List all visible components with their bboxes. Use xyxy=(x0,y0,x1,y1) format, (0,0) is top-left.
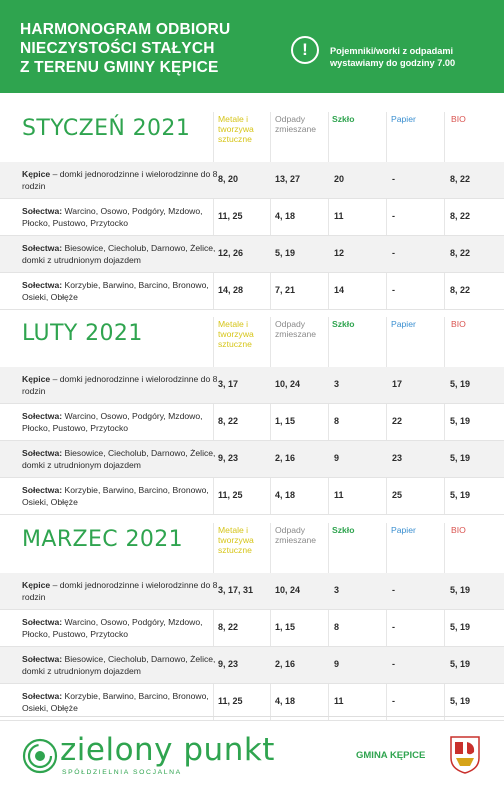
cell-papier: - xyxy=(392,248,395,258)
cell-odpady: 1, 15 xyxy=(275,416,296,426)
cell-bio: 5, 19 xyxy=(450,696,471,706)
month-title: MARZEC 2021 xyxy=(22,527,184,552)
row-separator xyxy=(0,309,504,310)
cell-papier: - xyxy=(392,285,395,295)
brand-subtitle: SPÓŁDZIELNIA SOCJALNA xyxy=(62,769,182,776)
column-header-bio: BIO xyxy=(451,319,466,329)
table-row xyxy=(0,478,504,514)
location-label xyxy=(22,373,222,397)
cell-bio: 5, 19 xyxy=(450,416,471,426)
cell-odpady: 7, 21 xyxy=(275,285,296,295)
cell-odpady: 5, 19 xyxy=(275,248,296,258)
cell-metale: 8, 22 xyxy=(218,416,239,426)
cell-odpady: 10, 24 xyxy=(275,379,301,389)
cell-odpady: 4, 18 xyxy=(275,211,296,221)
cell-bio: 5, 19 xyxy=(450,379,471,389)
month-section xyxy=(0,527,504,721)
cell-bio: 5, 19 xyxy=(450,453,471,463)
location-prefix: Sołectwa: xyxy=(22,243,63,253)
cell-szklo: 11 xyxy=(334,211,344,221)
cell-szklo: 8 xyxy=(334,416,340,426)
location-label xyxy=(22,579,222,603)
cell-bio: 5, 19 xyxy=(450,622,471,632)
table-row xyxy=(0,162,504,198)
location-prefix: Sołectwa: xyxy=(22,691,63,701)
location-label xyxy=(22,616,222,640)
cell-szklo: 11 xyxy=(334,490,344,500)
cell-szklo: 11 xyxy=(334,696,344,706)
cell-papier: - xyxy=(392,174,395,184)
location-prefix: Sołectwa: xyxy=(22,654,63,664)
column-header-papier: Papier xyxy=(391,525,416,535)
column-header-metale: Metale i tworzywa sztuczne xyxy=(218,525,254,555)
table-row xyxy=(0,610,504,646)
cell-papier: - xyxy=(392,696,395,706)
table-row xyxy=(0,647,504,683)
cell-szklo: 20 xyxy=(334,174,345,184)
column-header-metale: Metale i tworzywa sztuczne xyxy=(218,114,254,144)
location-names: Korzybie, Barwino, Barcino, Bronowo, Osieki, Obłęże xyxy=(22,485,209,507)
location-names: Warcino, Osowo, Podgóry, Mzdowo, Płocko, Pustowo, Przytocko xyxy=(22,617,203,639)
cell-metale: 3, 17, 31 xyxy=(218,585,254,595)
cell-odpady: 4, 18 xyxy=(275,490,296,500)
location-label xyxy=(22,653,222,677)
column-header-szklo: Szkło xyxy=(332,525,355,535)
cell-bio: 8, 22 xyxy=(450,285,471,295)
month-title: LUTY 2021 xyxy=(22,321,143,346)
cell-papier: 25 xyxy=(392,490,403,500)
table-row xyxy=(0,684,504,720)
location-prefix: Kępice xyxy=(22,580,51,590)
column-header-odpady: Odpady zmieszane xyxy=(275,114,317,134)
zielony-punkt-logo-icon xyxy=(22,738,58,774)
column-header-metale: Metale i tworzywa sztuczne xyxy=(218,319,254,349)
cell-szklo: 12 xyxy=(334,248,345,258)
location-names: Biesowice, Ciecholub, Darnowo, Żelice, domki z utrudnionym dojazdem xyxy=(22,243,216,265)
column-header-odpady: Odpady zmieszane xyxy=(275,319,317,339)
location-names: – domki jednorodzinne i wielorodzinne do 8 rodzin xyxy=(22,169,218,191)
cell-bio: 8, 22 xyxy=(450,174,471,184)
cell-bio: 5, 19 xyxy=(450,490,471,500)
cell-metale: 9, 23 xyxy=(218,453,239,463)
cell-metale: 12, 26 xyxy=(218,248,244,258)
cell-odpady: 13, 27 xyxy=(275,174,301,184)
cell-papier: 17 xyxy=(392,379,403,389)
cell-odpady: 4, 18 xyxy=(275,696,296,706)
cell-metale: 3, 17 xyxy=(218,379,239,389)
cell-odpady: 10, 24 xyxy=(275,585,301,595)
month-section xyxy=(0,321,504,515)
cell-szklo: 9 xyxy=(334,453,340,463)
column-header-szklo: Szkło xyxy=(332,114,355,124)
table-row xyxy=(0,573,504,609)
cell-metale: 9, 23 xyxy=(218,659,239,669)
cell-metale: 8, 22 xyxy=(218,622,239,632)
column-header-papier: Papier xyxy=(391,114,416,124)
location-names: Warcino, Osowo, Podgóry, Mzdowo, Płocko, Pustowo, Przytocko xyxy=(22,206,203,228)
location-label xyxy=(22,279,222,303)
column-header-odpady: Odpady zmieszane xyxy=(275,525,317,545)
title-line-1: HARMONOGRAM ODBIORU xyxy=(20,21,231,38)
location-prefix: Sołectwa: xyxy=(22,206,63,216)
cell-odpady: 2, 16 xyxy=(275,659,296,669)
column-header-bio: BIO xyxy=(451,525,466,535)
column-header-bio: BIO xyxy=(451,114,466,124)
location-names: – domki jednorodzinne i wielorodzinne do 8 rodzin xyxy=(22,580,218,602)
column-header-papier: Papier xyxy=(391,319,416,329)
gmina-crest-icon xyxy=(450,736,480,774)
cell-papier: - xyxy=(392,622,395,632)
cell-papier: - xyxy=(392,585,395,595)
cell-papier: 23 xyxy=(392,453,403,463)
location-names: Korzybie, Barwino, Barcino, Bronowo, Osieki, Obłęże xyxy=(22,280,209,302)
footer-divider xyxy=(0,716,504,717)
cell-papier: 22 xyxy=(392,416,403,426)
location-prefix: Sołectwa: xyxy=(22,485,63,495)
brand-name: zielony punkt xyxy=(60,732,275,768)
location-names: – domki jednorodzinne i wielorodzinne do 8 rodzin xyxy=(22,374,218,396)
table-row xyxy=(0,367,504,403)
table-row xyxy=(0,236,504,272)
cell-metale: 8, 20 xyxy=(218,174,239,184)
location-names: Biesowice, Ciecholub, Darnowo, Żelice, domki z utrudnionym dojazdem xyxy=(22,448,216,470)
cell-szklo: 8 xyxy=(334,622,340,632)
table-row xyxy=(0,404,504,440)
table-row xyxy=(0,199,504,235)
location-prefix: Sołectwa: xyxy=(22,280,63,290)
location-prefix: Sołectwa: xyxy=(22,617,63,627)
cell-szklo: 14 xyxy=(334,285,345,295)
location-prefix: Sołectwa: xyxy=(22,448,63,458)
table-row xyxy=(0,441,504,477)
location-names: Biesowice, Ciecholub, Darnowo, Żelice, domki z utrudnionym dojazdem xyxy=(22,654,216,676)
month-section xyxy=(0,116,504,310)
pickup-notice: Pojemniki/worki z odpadami wystawiamy do godziny 7.00 xyxy=(330,46,456,68)
location-label xyxy=(22,447,222,471)
cell-papier: - xyxy=(392,659,395,669)
cell-szklo: 9 xyxy=(334,659,340,669)
cell-papier: - xyxy=(392,211,395,221)
cell-bio: 5, 19 xyxy=(450,585,471,595)
cell-metale: 11, 25 xyxy=(218,696,243,706)
location-prefix: Sołectwa: xyxy=(22,411,63,421)
location-names: Korzybie, Barwino, Barcino, Bronowo, Osieki, Obłęże xyxy=(22,691,209,713)
page-title xyxy=(20,20,280,77)
location-label xyxy=(22,484,222,508)
exclamation-icon: ! xyxy=(291,36,319,64)
table-row xyxy=(0,273,504,309)
column-header-szklo: Szkło xyxy=(332,319,355,329)
gmina-label: GMINA KĘPICE xyxy=(356,750,426,761)
month-title: STYCZEŃ 2021 xyxy=(22,116,191,141)
cell-bio: 8, 22 xyxy=(450,248,471,258)
location-label xyxy=(22,690,222,714)
location-prefix: Kępice xyxy=(22,374,51,384)
location-prefix: Kępice xyxy=(22,169,51,179)
header-banner xyxy=(0,0,504,93)
cell-bio: 5, 19 xyxy=(450,659,471,669)
location-label xyxy=(22,242,222,266)
cell-metale: 11, 25 xyxy=(218,490,243,500)
location-label xyxy=(22,205,222,229)
title-line-2: NIECZYSTOŚCI STAŁYCH xyxy=(20,40,215,57)
row-separator xyxy=(0,720,504,721)
cell-metale: 14, 28 xyxy=(218,285,244,295)
row-separator xyxy=(0,514,504,515)
location-label xyxy=(22,168,222,192)
title-line-3: Z TERENU GMINY KĘPICE xyxy=(20,59,219,76)
location-label xyxy=(22,410,222,434)
cell-odpady: 2, 16 xyxy=(275,453,296,463)
cell-metale: 11, 25 xyxy=(218,211,243,221)
cell-szklo: 3 xyxy=(334,379,340,389)
cell-bio: 8, 22 xyxy=(450,211,471,221)
cell-szklo: 3 xyxy=(334,585,340,595)
location-names: Warcino, Osowo, Podgóry, Mzdowo, Płocko, Pustowo, Przytocko xyxy=(22,411,203,433)
cell-odpady: 1, 15 xyxy=(275,622,296,632)
